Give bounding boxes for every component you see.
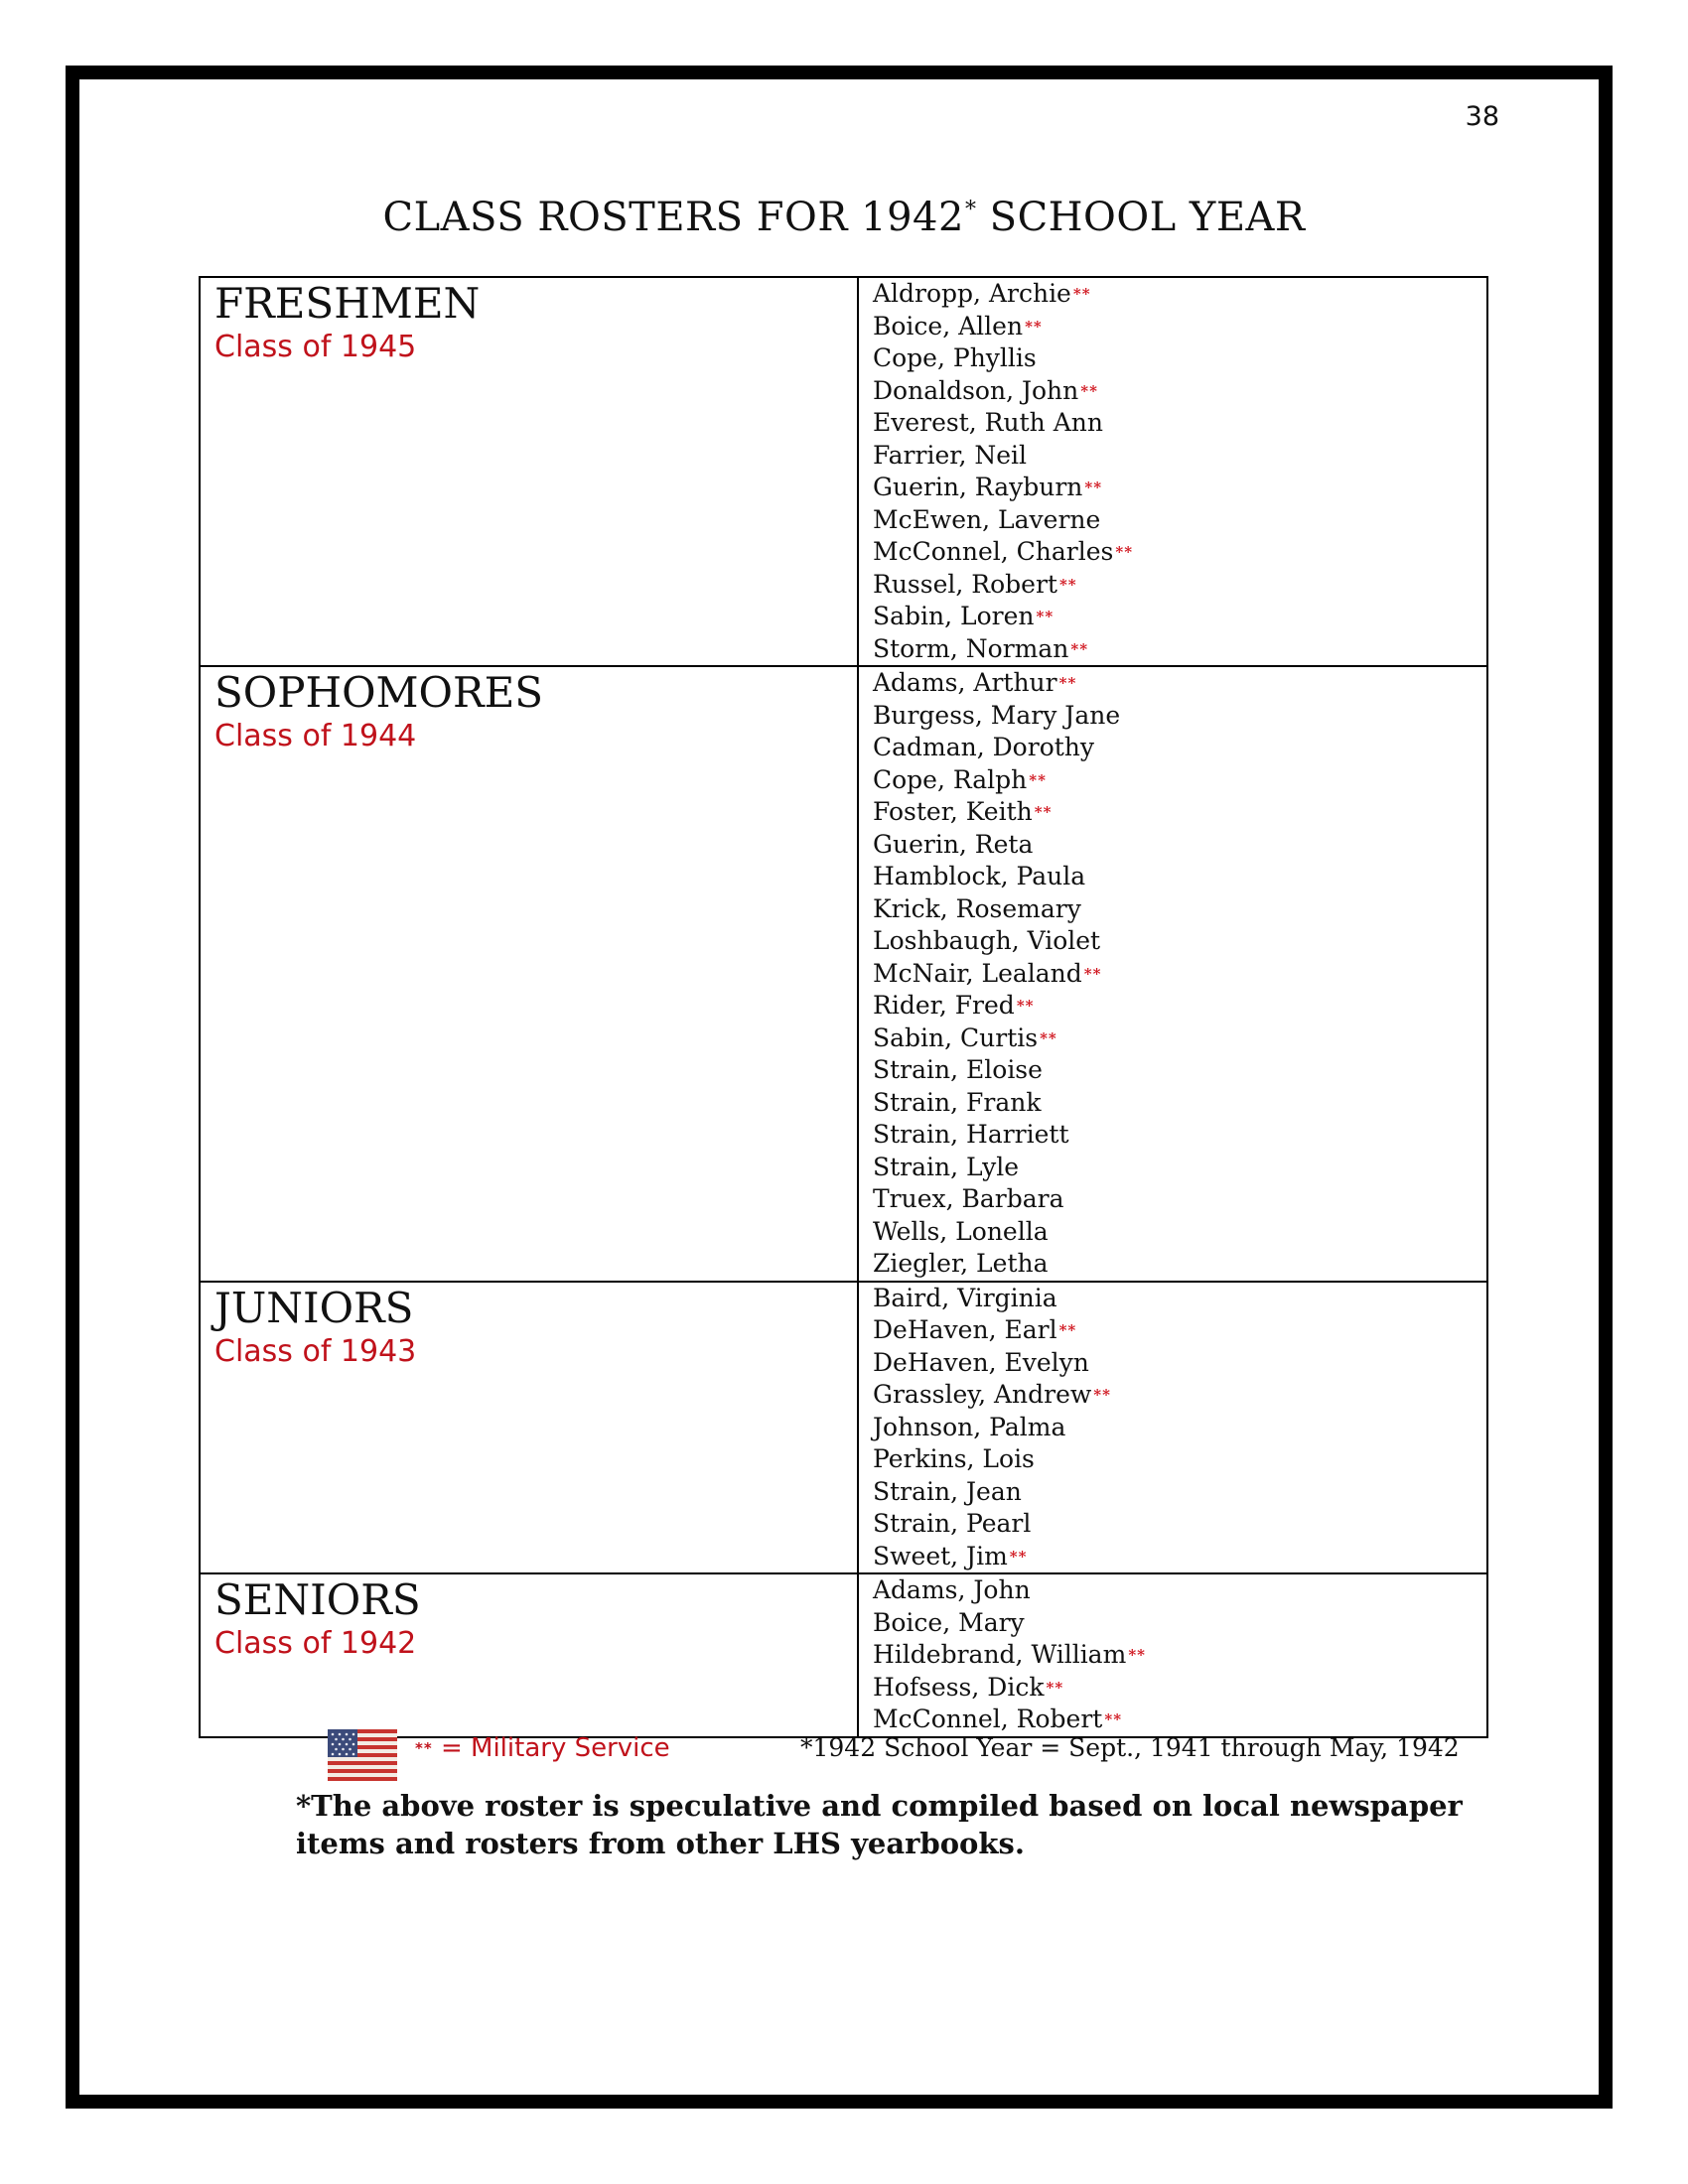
legend-military-service — [415, 1733, 670, 1763]
member-name: Strain, Harriett — [873, 1120, 1069, 1149]
member-name: McNair, Lealand — [873, 958, 1082, 988]
member-name: Sabin, Loren — [873, 602, 1035, 630]
member-name: Hamblock, Paula — [873, 862, 1086, 890]
class-year: Class of 1945 — [214, 330, 417, 364]
member-item — [873, 925, 1486, 958]
class-cell — [200, 1573, 858, 1737]
member-name: Rider, Fred — [873, 991, 1015, 1020]
member-name: Guerin, Rayburn — [873, 473, 1083, 501]
military-service-mark: ** — [1025, 317, 1043, 336]
class-name: SOPHOMORES — [214, 668, 544, 717]
member-list — [858, 666, 1487, 1282]
class-year: Class of 1944 — [214, 719, 417, 753]
member-name: Cadman, Dorothy — [873, 733, 1095, 761]
page-title — [199, 195, 1489, 240]
member-name: Perkins, Lois — [873, 1444, 1035, 1473]
member-item — [873, 1607, 1486, 1640]
member-item — [873, 472, 1486, 504]
military-service-mark: ** — [1093, 1386, 1111, 1404]
member-item — [873, 569, 1486, 602]
member-name: Wells, Lonella — [873, 1216, 1049, 1246]
member-item — [873, 990, 1486, 1023]
member-item — [873, 700, 1486, 733]
member-item — [873, 1347, 1486, 1380]
member-name: Sabin, Curtis — [873, 1023, 1039, 1052]
member-item — [873, 1023, 1486, 1055]
member-item — [873, 764, 1486, 797]
military-service-mark: ** — [1016, 997, 1035, 1015]
class-row — [200, 666, 1487, 1282]
military-service-mark: ** — [1070, 639, 1089, 658]
member-item — [873, 861, 1486, 893]
member-item — [873, 1314, 1486, 1347]
class-name: JUNIORS — [214, 1283, 414, 1332]
member-name: Strain, Jean — [873, 1476, 1022, 1506]
member-item — [873, 375, 1486, 408]
military-service-mark: ** — [1036, 608, 1055, 625]
member-item — [873, 342, 1486, 375]
member-item — [873, 1672, 1486, 1705]
member-item — [873, 1152, 1486, 1184]
member-item — [873, 732, 1486, 764]
member-name: Hildebrand, William — [873, 1640, 1127, 1669]
member-list — [858, 1282, 1487, 1574]
member-name: Cope, Phyllis — [873, 343, 1037, 372]
class-row — [200, 1282, 1487, 1574]
member-name: Boice, Mary — [873, 1607, 1025, 1637]
member-item — [873, 1541, 1486, 1573]
member-name: Strain, Pearl — [873, 1509, 1032, 1538]
legend-military-label: = Military Service — [440, 1733, 670, 1763]
military-service-mark: ** — [1084, 478, 1103, 496]
member-item — [873, 311, 1486, 343]
military-service-mark: ** — [1128, 1646, 1147, 1664]
member-name: Everest, Ruth Ann — [873, 408, 1103, 437]
member-item — [873, 536, 1486, 569]
member-item — [873, 1379, 1486, 1412]
member-name: Farrier, Neil — [873, 440, 1028, 470]
member-list — [858, 277, 1487, 666]
class-cell — [200, 1282, 858, 1574]
member-name: Cope, Ralph — [873, 764, 1028, 794]
member-item — [873, 1639, 1486, 1672]
member-item — [873, 796, 1486, 829]
member-item — [873, 1216, 1486, 1249]
military-service-mark: ** — [1046, 1678, 1064, 1697]
member-item — [873, 1508, 1486, 1541]
class-year: Class of 1942 — [214, 1626, 417, 1661]
member-item — [873, 1574, 1486, 1607]
member-name: McConnel, Charles — [873, 537, 1114, 566]
class-name: SENIORS — [214, 1575, 421, 1624]
member-item — [873, 407, 1486, 440]
military-service-mark: ** — [1072, 285, 1091, 303]
member-name: Krick, Rosemary — [873, 893, 1081, 923]
class-year: Class of 1943 — [214, 1333, 417, 1369]
member-list — [858, 1573, 1487, 1737]
military-service-mark: ** — [1009, 1547, 1028, 1566]
member-item — [873, 958, 1486, 991]
member-item — [873, 1054, 1486, 1087]
member-name: Aldropp, Archie — [873, 279, 1071, 308]
class-row — [200, 1573, 1487, 1737]
member-name: Strain, Lyle — [873, 1152, 1020, 1181]
class-row — [200, 277, 1487, 666]
member-name: Russel, Robert — [873, 569, 1057, 599]
member-item — [873, 278, 1486, 311]
member-name: Grassley, Andrew — [873, 1380, 1092, 1409]
member-name: Johnson, Palma — [873, 1412, 1066, 1441]
member-name: Loshbaugh, Violet — [873, 926, 1101, 955]
member-item — [873, 1183, 1486, 1216]
member-item — [873, 667, 1486, 700]
member-name: Storm, Norman — [873, 633, 1069, 663]
member-name: McEwen, Laverne — [873, 504, 1101, 534]
military-service-mark: ** — [1115, 543, 1134, 561]
member-item — [873, 1476, 1486, 1509]
member-item — [873, 1087, 1486, 1120]
military-service-mark: ** — [1034, 803, 1053, 821]
military-service-mark: ** — [1058, 1321, 1077, 1339]
member-name: Hofsess, Dick — [873, 1672, 1045, 1702]
us-flag-icon — [328, 1729, 397, 1781]
page-title-text: CLASS ROSTERS FOR 1942 — [382, 195, 964, 240]
member-name: Strain, Frank — [873, 1087, 1042, 1117]
military-service-mark: ** — [1040, 1028, 1057, 1047]
member-name: Guerin, Reta — [873, 829, 1034, 859]
military-service-mark: ** — [1058, 575, 1077, 594]
military-service-mark: ** — [1083, 964, 1102, 983]
member-name: Foster, Keith — [873, 797, 1033, 826]
member-name: Donaldson, John — [873, 375, 1079, 405]
member-item — [873, 1248, 1486, 1281]
member-name: Strain, Eloise — [873, 1055, 1043, 1084]
military-service-mark: ** — [1080, 381, 1098, 400]
legend-school-year-note: *1942 School Year = Sept., 1941 through May, 1942 — [800, 1733, 1460, 1762]
class-cell — [200, 277, 858, 666]
page-number: 38 — [1465, 101, 1499, 132]
member-name: McConnel, Robert — [873, 1705, 1103, 1733]
member-name: DeHaven, Earl — [873, 1315, 1057, 1344]
member-item — [873, 1443, 1486, 1476]
member-name: Adams, John — [873, 1575, 1031, 1604]
member-item — [873, 1119, 1486, 1152]
legend — [328, 1729, 1499, 1785]
member-item — [873, 1283, 1486, 1315]
class-cell — [200, 666, 858, 1282]
member-item — [873, 1412, 1486, 1444]
member-name: Sweet, Jim — [873, 1541, 1008, 1570]
military-service-mark: ** — [1104, 1710, 1123, 1728]
military-service-mark: ** — [1058, 674, 1077, 692]
page-title-asterisk: * — [964, 197, 977, 222]
member-name: Boice, Allen — [873, 311, 1024, 341]
member-name: Ziegler, Letha — [873, 1249, 1049, 1278]
legend-military-mark: ** — [415, 1739, 433, 1757]
class-name: FRESHMEN — [214, 279, 481, 328]
member-item — [873, 440, 1486, 473]
member-name: Adams, Arthur — [873, 668, 1057, 697]
member-name: DeHaven, Evelyn — [873, 1347, 1089, 1377]
footnote: *The above roster is speculative and compiled based on local newspaper items and rosters from other LHS yearbooks. — [296, 1789, 1463, 1860]
page-title-suffix: SCHOOL YEAR — [976, 195, 1306, 240]
member-name: Burgess, Mary Jane — [873, 700, 1121, 730]
member-item — [873, 829, 1486, 862]
member-item — [873, 504, 1486, 537]
military-service-mark: ** — [1029, 770, 1047, 789]
member-name: Baird, Virginia — [873, 1283, 1057, 1312]
member-name: Truex, Barbara — [873, 1184, 1064, 1213]
member-item — [873, 893, 1486, 926]
class-roster-table — [199, 276, 1488, 1738]
member-item — [873, 633, 1486, 666]
member-item — [873, 601, 1486, 633]
